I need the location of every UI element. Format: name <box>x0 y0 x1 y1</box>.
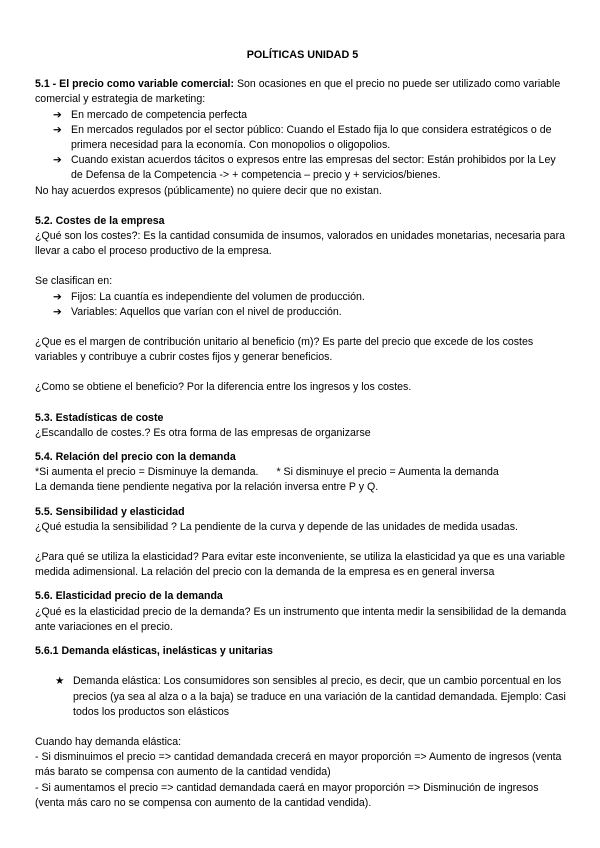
section-5-6-text: ¿Qué es la elasticidad precio de la demanda? Es un instrumento que intenta medir la sensibilidad de la demanda ante variaciones en el precio. <box>35 605 567 633</box>
arrow-icon: ➔ <box>53 305 62 318</box>
section-5-1-heading: 5.1 - El precio como variable comercial: <box>35 78 235 91</box>
section-5-2-list <box>35 290 570 320</box>
list-item: ➔ Fijos: La cuantía es independiente del volumen de producción. <box>53 290 570 305</box>
list-item: ➔ En mercado de competencia perfecta <box>53 108 570 123</box>
section-5-1-text: Son ocasiones en que el precio no puede ser utilizado como variable comercial y estrategia de marketing: <box>35 78 561 106</box>
section-5-6-1-list <box>35 674 570 720</box>
section-5-2-classify: Se clasifican en: <box>35 275 113 288</box>
section-5-6-1-heading: 5.6.1 Demanda elásticas, inelásticas y unitarias <box>35 645 273 658</box>
section-5-2-question-1: ¿Qué son los costes?: Es la cantidad consumida de insumos, valorados en unidades monetarias, necesaria para llevar a cabo el proceso productivo de la empresa. <box>35 230 565 258</box>
section-5-4-heading: 5.4. Relación del precio con la demanda <box>35 451 236 464</box>
section-5-1-list <box>35 108 570 184</box>
star-icon: ★ <box>55 675 65 688</box>
section-5-2-question-3: ¿Como se obtiene el beneficio? Por la diferencia entre los ingresos y los costes. <box>35 381 412 394</box>
section-5-2-heading: 5.2. Costes de la empresa <box>35 214 165 227</box>
list-item: ➔ Variables: Aquellos que varían con el nivel de producción. <box>53 305 570 320</box>
document-page <box>35 48 570 811</box>
section-5-5-question-2: ¿Para qué se utiliza la elasticidad? Para evitar este inconveniente, se utiliza la elasticidad ya que es una variable medida adimensional. La relación del precio con la demanda de la empresa es en general inversa <box>35 551 565 579</box>
section-5-6-1-when: Cuando hay demanda elástica: <box>35 735 182 748</box>
arrow-icon: ➔ <box>53 154 62 167</box>
section-5-5-question-1: ¿Qué estudia la sensibilidad ? La pendiente de la curva y depende de las unidades de medida usadas. <box>35 520 518 533</box>
section-5-6-1-case-2: - Si aumentamos el precio => cantidad demandada caerá en mayor proporción => Disminución de ingresos (venta más caro no se compensa con aumento de la cantidad vendida). <box>35 781 539 809</box>
section-5-4-line-1: *Si aumenta el precio = Disminuye la demanda. * Si disminuye el precio = Aumenta la demanda <box>35 466 499 479</box>
section-5-3-heading: 5.3. Estadísticas de coste <box>35 411 164 424</box>
section-5-6-heading: 5.6. Elasticidad precio de la demanda <box>35 590 223 603</box>
section-5-2-question-2: ¿Que es el margen de contribución unitario al beneficio (m)? Es parte del precio que excede de los costes variables y contribuye a cubrir costes fijos y generar beneficios. <box>35 336 534 364</box>
section-5-1-note: No hay acuerdos expresos (públicamente) no quiere decir que no existan. <box>35 184 382 197</box>
list-item: ★ Demanda elástica: Los consumidores son sensibles al precio, es decir, que un cambio porcentual en los precios (ya sea al alza o a la baja) se traduce en una variación de la cantidad demandada. Ejemplo: Casi todos los productos son elásticos <box>55 675 566 718</box>
list-item: ➔ Cuando existan acuerdos tácitos o expresos entre las empresas del sector: Están prohibidos por la Ley de Defensa de la Competencia -> + competencia – precio y + servicios/bienes. <box>53 154 556 182</box>
arrow-icon: ➔ <box>53 290 62 303</box>
arrow-icon: ➔ <box>53 108 62 121</box>
arrow-icon: ➔ <box>53 123 62 136</box>
list-item: ➔ En mercados regulados por el sector público: Cuando el Estado fija lo que considera estratégicos o de primera necesidad para la economía. Con monopolios o oligopolios. <box>53 123 552 152</box>
section-5-5-heading: 5.5. Sensibilidad y elasticidad <box>35 505 185 518</box>
section-5-6-1-case-1: - Si disminuimos el precio => cantidad demandada crecerá en mayor proporción => Aumento de ingresos (venta más barato se compensa con aumento de la cantidad vendida) <box>35 751 562 779</box>
section-5-1-intro <box>35 77 570 107</box>
document-title: POLÍTICAS UNIDAD 5 <box>246 49 359 61</box>
section-5-3-text: ¿Escandallo de costes.? Es otra forma de las empresas de organizarse <box>35 426 371 439</box>
section-5-4-line-2: La demanda tiene pendiente negativa por la relación inversa entre P y Q. <box>35 481 379 494</box>
